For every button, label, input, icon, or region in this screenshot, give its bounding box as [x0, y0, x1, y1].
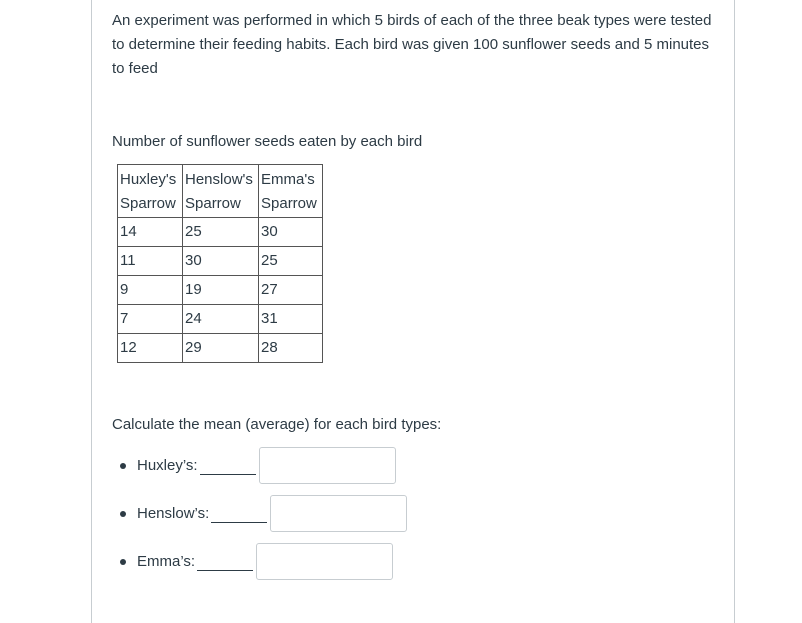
header-line: Emma's [261, 171, 315, 188]
answer-label-henslow: Henslow’s: [137, 504, 210, 522]
table-cell: 11 [118, 247, 183, 276]
header-line: Sparrow [261, 195, 317, 212]
huxley-mean-input[interactable] [259, 447, 396, 484]
answer-label-huxley: Huxley’s: [137, 456, 198, 474]
table-cell: 7 [118, 305, 183, 334]
table-cell: 31 [259, 305, 323, 334]
table-row [118, 247, 323, 276]
answer-label-emma: Emma’s: [137, 552, 196, 570]
table-header-row [118, 165, 323, 218]
answer-blank-line [211, 508, 267, 523]
table-caption: Number of sunflower seeds eaten by each bird [112, 133, 423, 150]
header-line: Huxley's [120, 171, 177, 188]
table-row [118, 218, 323, 247]
answer-row-henslow [120, 495, 407, 532]
table-cell: 27 [259, 276, 323, 305]
header-emmas-sparrow [259, 165, 323, 218]
answer-row-emma [120, 543, 393, 580]
table-cell: 19 [183, 276, 259, 305]
table-row [118, 334, 323, 363]
table-cell: 14 [118, 218, 183, 247]
header-huxleys-sparrow [118, 165, 183, 218]
table-cell: 25 [259, 247, 323, 276]
table-row [118, 276, 323, 305]
calculation-prompt: Calculate the mean (average) for each bird types: [112, 416, 442, 433]
table-cell: 9 [118, 276, 183, 305]
table-cell: 28 [259, 334, 323, 363]
question-intro-text: An experiment was performed in which 5 birds of each of the three beak types were tested to determine their feeding habits. Each bird was given 100 sunflower seeds and 5 minutes to feed [112, 12, 712, 77]
table-cell: 25 [183, 218, 259, 247]
table-cell: 30 [183, 247, 259, 276]
table-cell: 24 [183, 305, 259, 334]
answer-blank-line [200, 460, 256, 475]
table-cell: 29 [183, 334, 259, 363]
table-cell: 30 [259, 218, 323, 247]
answer-row-huxley [120, 447, 396, 484]
bullet-icon [120, 463, 126, 469]
seeds-data-table [117, 164, 323, 363]
header-line: Henslow's [185, 171, 253, 188]
table-cell: 12 [118, 334, 183, 363]
answer-blank-line [197, 556, 253, 571]
table-row [118, 305, 323, 334]
header-line: Sparrow [185, 195, 241, 212]
header-henslows-sparrow [183, 165, 259, 218]
header-line: Sparrow [120, 195, 176, 212]
bullet-icon [120, 559, 126, 565]
bullet-icon [120, 511, 126, 517]
henslow-mean-input[interactable] [270, 495, 407, 532]
question-panel [91, 0, 735, 623]
emma-mean-input[interactable] [256, 543, 393, 580]
